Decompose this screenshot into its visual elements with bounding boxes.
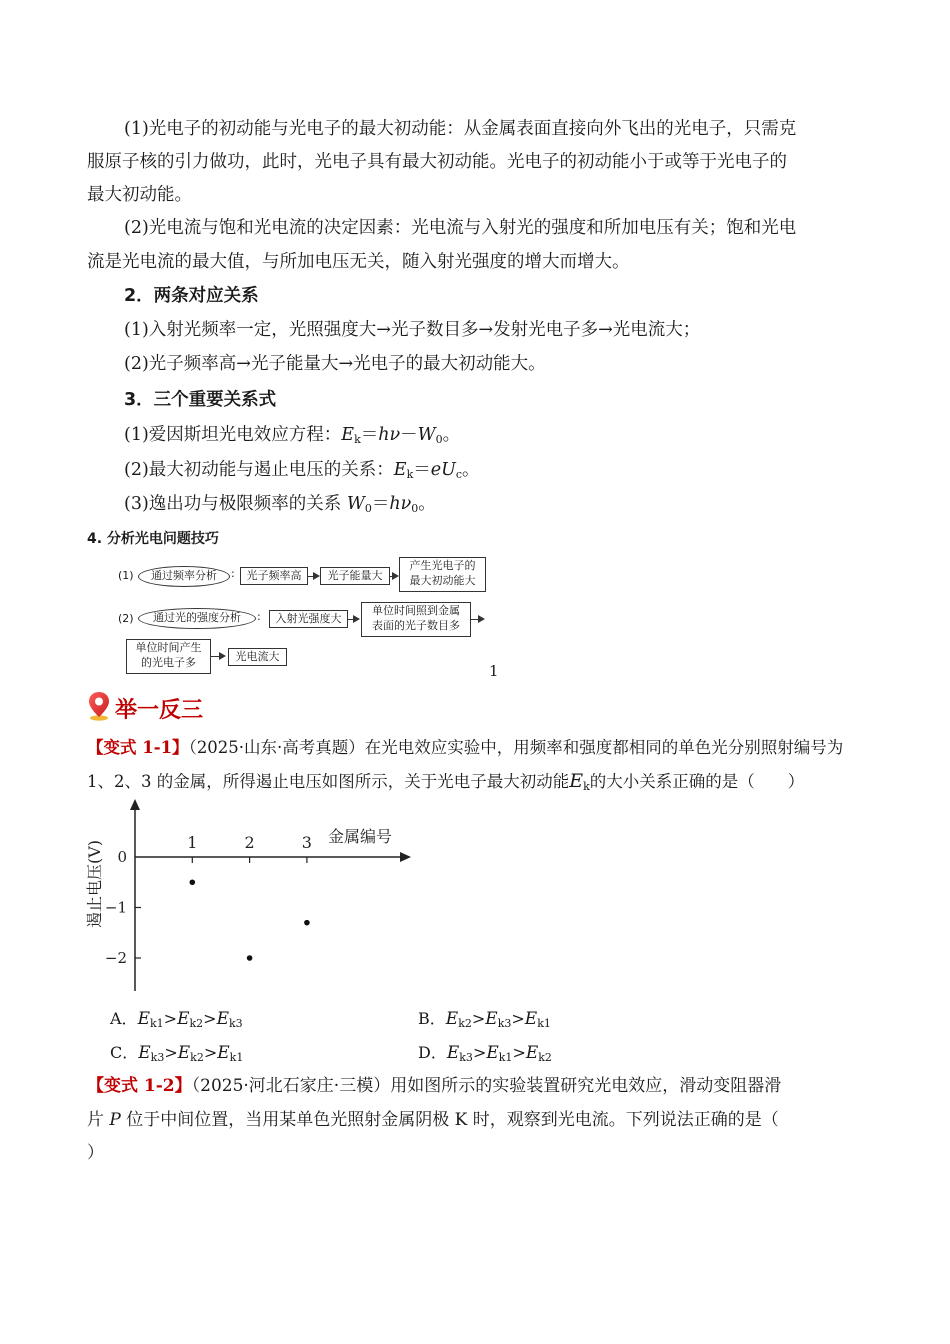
flow-row3-box2: 光电流大 bbox=[228, 648, 287, 666]
data-point bbox=[304, 920, 310, 926]
section2-item2: (2)光子频率高→光子能量大→光电子的最大初动能大。 bbox=[124, 354, 546, 374]
flow-row2-num: (2) bbox=[118, 612, 134, 625]
flow-row1-num: (1) bbox=[118, 569, 134, 582]
flow-arrow bbox=[347, 619, 358, 620]
option-a-label: A． bbox=[110, 1009, 138, 1028]
option-b-label: B． bbox=[418, 1009, 446, 1028]
section3-item2-prefix: (2)最大初动能与遏止电压的关系： bbox=[124, 460, 394, 480]
flow-arrow bbox=[389, 576, 397, 577]
q2-line3: ） bbox=[87, 1143, 104, 1163]
q1-option-a[interactable]: A．$E_{k1}>E_{k2}>E_{k3}$ bbox=[110, 1009, 243, 1030]
section2-item1: (1)入射光频率一定，光照强度大→光子数目多→发射光电子多→光电流大； bbox=[124, 320, 701, 340]
q1-tag: 【变式 1-1】 bbox=[87, 738, 189, 757]
data-point bbox=[190, 879, 196, 885]
flow-row2-box2 bbox=[361, 602, 471, 637]
section3-item1: (1)爱因斯坦光电效应方程：$E_k=h\nu-W_0$。 bbox=[124, 425, 461, 446]
q1-option-d[interactable]: D．$E_{k3}>E_{k1}>E_{k2}$ bbox=[418, 1043, 552, 1064]
x-axis-label: 金属编号 bbox=[328, 827, 393, 846]
x-tick-label: 3 bbox=[301, 833, 312, 852]
flow-row2-box2-line1: 单位时间照到金属 bbox=[372, 604, 460, 617]
x-tick-label: 1 bbox=[187, 833, 198, 852]
section3-item3: (3)逸出功与极限频率的关系 $W_0=h\nu_0$。 bbox=[124, 494, 436, 515]
flow-row2-box1: 入射光强度大 bbox=[269, 610, 348, 628]
q2-text1: （2025·河北石家庄·三模）用如图所示的实验装置研究光电效应，滑动变阻器滑 bbox=[191, 1076, 782, 1096]
flow-row2-box2-line2: 表面的光子数目多 bbox=[372, 619, 460, 632]
page-number: 1 bbox=[489, 662, 499, 680]
flow-row1-box2: 光子能量大 bbox=[320, 567, 390, 585]
para2-line2: 流是光电流的最大值，与所加电压无关，随入射光强度的增大而增大。 bbox=[87, 252, 630, 272]
y-tick-label: −2 bbox=[104, 949, 127, 967]
q2-text2b: P bbox=[109, 1110, 121, 1130]
flow-arrow bbox=[307, 576, 318, 577]
stopping-voltage-chart bbox=[80, 796, 430, 1001]
practice-header-title: 举一反三 bbox=[115, 697, 204, 723]
q1-option-c[interactable]: C．$E_{k3}>E_{k2}>E_{k1}$ bbox=[110, 1043, 244, 1064]
q1-line2: 1、2、3 的金属，所得遏止电压如图所示，关于光电子最大初动能$E_k$的大小关系正确的是（ ） bbox=[87, 770, 805, 793]
q1-line1 bbox=[87, 735, 843, 761]
y-tick-label: 0 bbox=[117, 848, 127, 866]
q1-text2a: 1、2、3 的金属，所得遏止电压如图所示，关于光电子最大初动能 bbox=[87, 772, 570, 791]
flow-row1-oval: 通过频率分析 bbox=[138, 566, 230, 587]
flow-row1-box1: 光子频率高 bbox=[240, 567, 308, 585]
data-point bbox=[247, 955, 253, 961]
q2-text2c: 位于中间位置，当用某单色光照射金属阴极 K 时，观察到光电流。下列说法正确的是（ bbox=[120, 1110, 779, 1130]
flow-row1-box3-line1: 产生光电子的 bbox=[409, 559, 476, 572]
flow-row3-box1-line2: 的光电子多 bbox=[141, 656, 196, 669]
q2-line2 bbox=[87, 1107, 779, 1133]
section3-title: 3．三个重要关系式 bbox=[124, 390, 277, 410]
q1-text2b: 的大小关系正确的是（ ） bbox=[589, 772, 805, 791]
q1-text1: （2025·山东·高考真题）在光电效应实验中，用频率和强度都相同的单色光分别照射编号为 bbox=[188, 738, 844, 757]
section4-title: 4. 分析光电问题技巧 bbox=[87, 531, 219, 547]
flow-arrow bbox=[470, 619, 483, 620]
para1-line3: 最大初动能。 bbox=[87, 185, 192, 205]
para1-line1: (1)光电子的初动能与光电子的最大初动能：从金属表面直接向外飞出的光电子，只需克 bbox=[124, 119, 797, 139]
section3-item2: (2)最大初动能与遏止电压的关系：$E_k=eU_c$。 bbox=[124, 460, 480, 481]
flow-row1-box3 bbox=[399, 557, 486, 592]
y-tick-label: −1 bbox=[104, 898, 127, 917]
location-pin-icon bbox=[87, 691, 111, 725]
option-c-label: C． bbox=[110, 1043, 139, 1062]
flow-row1-box3-line2: 最大初动能大 bbox=[409, 574, 476, 587]
flow-row3-box1-line1: 单位时间产生 bbox=[135, 641, 202, 654]
q1-option-b[interactable]: B．$E_{k2}>E_{k3}>E_{k1}$ bbox=[418, 1009, 551, 1030]
flow-row3-box1 bbox=[126, 639, 211, 674]
flow-arrow bbox=[210, 656, 224, 657]
q2-tag: 【变式 1-2】 bbox=[87, 1076, 192, 1096]
x-axis-arrow bbox=[400, 852, 411, 862]
y-axis-arrow bbox=[130, 799, 140, 810]
x-tick-label: 2 bbox=[244, 833, 255, 852]
option-d-label: D． bbox=[418, 1043, 447, 1062]
q2-text2a: 片 bbox=[87, 1110, 110, 1130]
section2-title: 2．两条对应关系 bbox=[124, 286, 259, 306]
para2-line1: (2)光电流与饱和光电流的决定因素：光电流与入射光的强度和所加电压有关；饱和光电 bbox=[124, 218, 797, 238]
practice-header bbox=[87, 693, 203, 723]
flow-row2-oval: 通过光的强度分析 bbox=[138, 608, 256, 629]
section3-item1-prefix: (1)爱因斯坦光电效应方程： bbox=[124, 425, 342, 445]
q2-line1 bbox=[87, 1073, 781, 1099]
para1-line2: 服原子核的引力做功，此时，光电子具有最大初动能。光电子的初动能小于或等于光电子的 bbox=[87, 152, 787, 172]
section3-item3-prefix: (3)逸出功与极限频率的关系 bbox=[124, 494, 347, 514]
y-axis-label: 遏止电压(V) bbox=[85, 839, 104, 929]
